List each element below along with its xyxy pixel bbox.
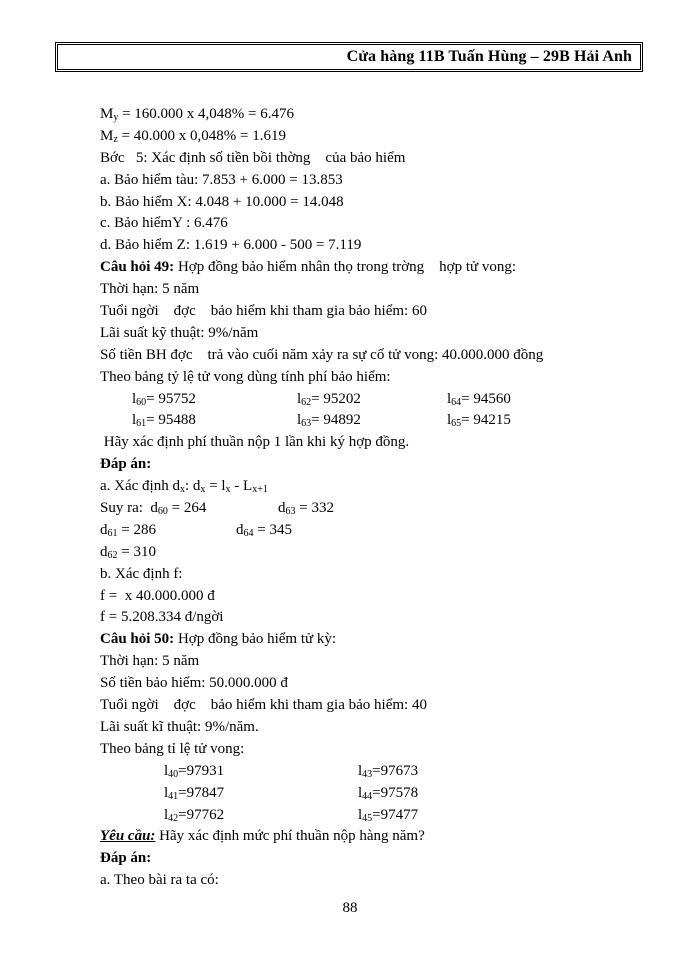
q49-title: Hợp đồng bảo hiểm nhân thọ trong trờng hợp tử vong: bbox=[174, 259, 517, 276]
q49-l65: $l_{65}= 94215$ bbox=[447, 412, 511, 430]
q49-sum: Số tiền BH đợc trả vào cuối năm xảy ra sự cố tử vong: 40.000.000 đồng bbox=[100, 346, 544, 363]
q49-d61: $d_{61} = 286$ bbox=[100, 521, 156, 539]
q50-rate: Lãi suất kĩ thuật: 9%/năm. bbox=[100, 718, 259, 735]
q49-heading bbox=[100, 257, 660, 279]
q49-b-label: b. Xác định f: bbox=[100, 565, 183, 582]
line-my: $M_y = 160.000$ x 4,048% = 6.476 bbox=[100, 106, 295, 123]
q49-f2: f = 5.208.334 đ/ngời bbox=[100, 609, 224, 626]
q50-l43: $l_{43}=97673$ bbox=[358, 762, 419, 780]
header-title: Cửa hàng 11B Tuấn Hùng – 29B Hải Anh bbox=[346, 48, 632, 65]
line-a-ship: a. Bảo hiểm tàu: 7.853 + 6.000 = 13.853 bbox=[100, 171, 343, 188]
q49-d63: $d_{63} = 332$ bbox=[278, 500, 334, 518]
q50-age: Tuổi ngời đợc bảo hiểm khi tham gia bảo hiểm: 40 bbox=[100, 697, 427, 714]
q49-l62: $l_{62}= 95202$ bbox=[297, 390, 361, 408]
q49-age: Tuổi ngời đợc bảo hiểm khi tham gia bảo hiểm: 60 bbox=[100, 303, 427, 320]
q49-mortality-row-1 bbox=[100, 389, 660, 411]
q49-d62: $d_{62} = 310$ bbox=[100, 543, 156, 561]
q50-answer-label: Đáp án: bbox=[100, 850, 152, 867]
q50-sum: Số tiền bảo hiểm: 50.000.000 đ bbox=[100, 675, 288, 692]
q50-l42: $l_{42}=97762$ bbox=[164, 806, 225, 824]
page-body bbox=[100, 104, 660, 892]
q50-table-intro: Theo bảng tỉ lệ tử vong: bbox=[100, 740, 245, 757]
q49-label: Câu hỏi 49: bbox=[100, 259, 175, 276]
q50-title: Hợp đồng bảo hiểm tử kỳ: bbox=[174, 631, 337, 648]
page-header bbox=[55, 42, 643, 72]
q50-mortality-row-2 bbox=[100, 783, 660, 805]
q50-mortality-row-3 bbox=[100, 805, 660, 827]
line-mz: $M_z = 40.000$ x 0,048% = 1.619 bbox=[100, 127, 286, 145]
q50-term: Thời hạn: 5 năm bbox=[100, 653, 200, 670]
page-number: 88 bbox=[342, 900, 358, 916]
q49-l63: $l_{63}= 94892$ bbox=[297, 412, 361, 430]
q49-d60: Suy ra: $d_{60} = 264$ bbox=[100, 500, 207, 518]
q49-l61: $l_{61}= 95488$ bbox=[132, 412, 196, 430]
q50-label: Câu hỏi 50: bbox=[100, 631, 175, 648]
line-c-y: c. Bảo hiểmY : 6.476 bbox=[100, 215, 228, 232]
q50-heading bbox=[100, 629, 660, 651]
line-d-z: d. Bảo hiểm Z: 1.619 + 6.000 - 500 = 7.119 bbox=[100, 237, 362, 254]
q49-rate: Lãi suất kỹ thuật: 9%/năm bbox=[100, 324, 259, 341]
q49-answer-label: Đáp án: bbox=[100, 456, 152, 473]
q49-a-formula: a. Xác định $d_x$: $d_x = l_x - L_{x+1}$ bbox=[100, 478, 268, 496]
q49-d-row-1 bbox=[100, 498, 660, 520]
q49-d64: $d_{64} = 345$ bbox=[236, 521, 292, 539]
q50-req-label: Yêu cầu: bbox=[100, 828, 156, 845]
q50-l45: $l_{45}=97477$ bbox=[358, 806, 419, 824]
q50-l44: $l_{44}=97578$ bbox=[358, 784, 419, 802]
q49-question: Hãy xác định phí thuần nộp 1 lần khi ký hợp đồng. bbox=[100, 434, 410, 451]
q50-l40: $l_{40}=97931$ bbox=[164, 762, 225, 780]
q50-l41: $l_{41}=97847$ bbox=[164, 784, 225, 802]
q49-l60: $l_{60}= 95752$ bbox=[132, 390, 196, 408]
q49-term: Thời hạn: 5 năm bbox=[100, 281, 200, 298]
q49-l64: $l_{64}= 94560$ bbox=[447, 390, 511, 408]
q49-d-row-2 bbox=[100, 520, 660, 542]
line-step5: Bớc 5: Xác định số tiền bồi thờng của bảo hiểm bbox=[100, 149, 406, 166]
q50-requirement bbox=[100, 826, 660, 848]
q50-mortality-row-1 bbox=[100, 761, 660, 783]
q50-req-text: Hãy xác định mức phí thuần nộp hàng năm? bbox=[155, 828, 425, 845]
line-b-x: b. Bảo hiểm X: 4.048 + 10.000 = 14.048 bbox=[100, 193, 344, 210]
q49-table-intro: Theo bảng tỷ lệ tử vong dùng tính phí bảo hiểm: bbox=[100, 368, 391, 385]
q50-a-text: a. Theo bài ra ta có: bbox=[100, 872, 219, 889]
q49-mortality-row-2 bbox=[100, 410, 660, 432]
q49-f1: f = x 40.000.000 đ bbox=[100, 587, 215, 604]
